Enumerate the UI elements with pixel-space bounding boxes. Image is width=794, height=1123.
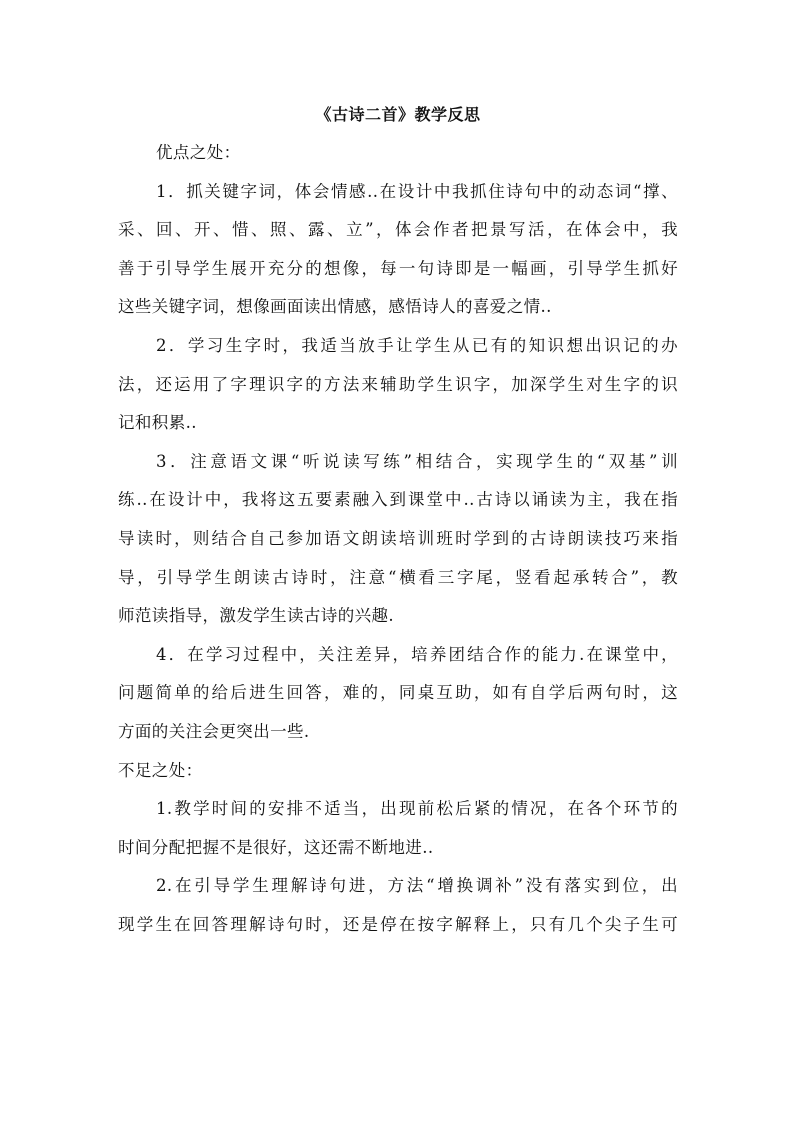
paragraph-line: 练..在设计中，我将这五要素融入到课堂中..古诗以诵读为主，我在指 — [118, 490, 678, 510]
paragraph-line: 现学生在回答理解诗句时，还是停在按字解释上，只有几个尖子生可 — [118, 914, 678, 934]
weaknesses-heading: 不足之处： — [118, 760, 203, 780]
paragraph-1 — [118, 173, 678, 327]
paragraph-line: 导读时，则结合自己参加语文朗读培训班时学到的古诗朗读技巧来指 — [118, 528, 678, 548]
paragraph-line: 2.在引导学生理解诗句进，方法“增换调补”没有落实到位，出 — [156, 876, 678, 896]
paragraph-line: 这些关键字词，想像画面读出情感，感悟诗人的喜爱之情.. — [118, 297, 552, 317]
paragraph-line: 方面的关注会更突出一些. — [118, 721, 310, 741]
paragraph-line: 法，还运用了字理识字的方法来辅助学生识字，加深学生对生字的识 — [118, 374, 678, 394]
weakness-2 — [118, 867, 678, 944]
paragraph-2 — [118, 327, 678, 443]
paragraph-line: 师范读指导，激发学生读古诗的兴趣. — [118, 606, 395, 626]
weakness-1 — [118, 790, 678, 867]
paragraph-line: 3．注意语文课“听说读写练”相结合，实现学生的“双基”训 — [156, 451, 678, 471]
document-title: 《古诗二首》教学反思 — [315, 105, 481, 124]
paragraph-line: 善于引导学生展开充分的想像，每一句诗即是一幅画，引导学生抓好 — [118, 258, 678, 278]
paragraph-line: 导，引导学生朗读古诗时，注意“横看三字尾，竖看起承转合”，教 — [118, 567, 678, 587]
paragraph-line: 1.教学时间的安排不适当，出现前松后紧的情况，在各个环节的 — [156, 799, 678, 819]
paragraph-4 — [118, 636, 678, 752]
paragraph-line: 问题简单的给后进生回答，难的，同桌互助，如有自学后两句时，这 — [118, 683, 678, 703]
paragraph-line: 2．学习生字时，我适当放手让学生从已有的知识想出识记的办 — [156, 335, 678, 355]
paragraph-line: 采、回、开、惜、照、露、立”，体会作者把景写活，在体会中，我 — [118, 220, 678, 240]
strengths-heading: 优点之处： — [156, 143, 241, 162]
paragraph-line: 记和积累.. — [118, 413, 197, 433]
paragraph-line: 4．在学习过程中，关注差异，培养团结合作的能力.在课堂中， — [156, 644, 678, 664]
document-page — [118, 100, 678, 944]
paragraph-line: 时间分配把握不是很好，这还需不断地进.. — [118, 837, 434, 857]
paragraph-line: 1．抓关键字词，体会情感..在设计中我抓住诗句中的动态词“撑、 — [156, 181, 678, 201]
paragraph-3 — [118, 443, 678, 636]
